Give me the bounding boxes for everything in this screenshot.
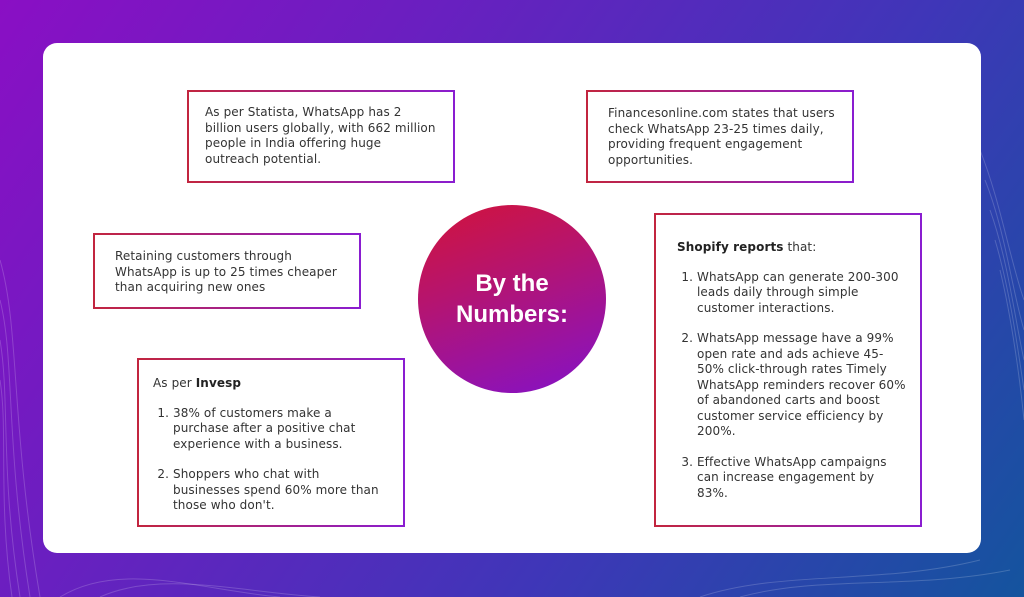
financesonline-text: Financesonline.com states that users check WhatsApp 23-25 times daily, providing frequent engagement opportunities. [608,106,835,167]
shopify-source: Shopify reports [677,240,784,254]
list-item: 3. Effective WhatsApp campaigns can increase engagement by 83%. [697,455,906,502]
list-item: 1. 38% of customers make a purchase after a positive chat experience with a business. [173,406,389,453]
invesp-source: Invesp [195,376,242,390]
invesp-stat-box [137,358,405,527]
list-item: 2. WhatsApp message have a 99% open rate and ads achieve 45-50% click-through rates Timely WhatsApp reminders recover 60% of abandoned carts and boost customer service efficiency by 200%. [697,331,906,440]
circle-title-line2: Numbers: [455,301,569,328]
shopify-list [677,270,906,502]
statista-stat-box [187,90,455,183]
circle-title-line1: By the [475,270,549,297]
list-item: 2. Shoppers who chat with businesses spend 60% more than those who don't. [173,467,389,514]
shopify-intro [677,240,906,256]
by-the-numbers-circle [418,205,606,393]
retaining-stat-box [93,233,361,309]
invesp-prefix: As per [153,376,196,390]
statista-text: As per Statista, WhatsApp has 2 billion users globally, with 662 million people in India offering huge outreach potential. [205,105,436,166]
shopify-suffix: that: [783,240,817,254]
financesonline-stat-box [586,90,854,183]
invesp-list [153,406,389,514]
list-item: 1. WhatsApp can generate 200-300 leads daily through simple customer interactions. [697,270,906,317]
shopify-stat-box [654,213,922,527]
retaining-text: Retaining customers through WhatsApp is up to 25 times cheaper than acquiring new ones [115,249,337,294]
invesp-intro [153,376,389,392]
